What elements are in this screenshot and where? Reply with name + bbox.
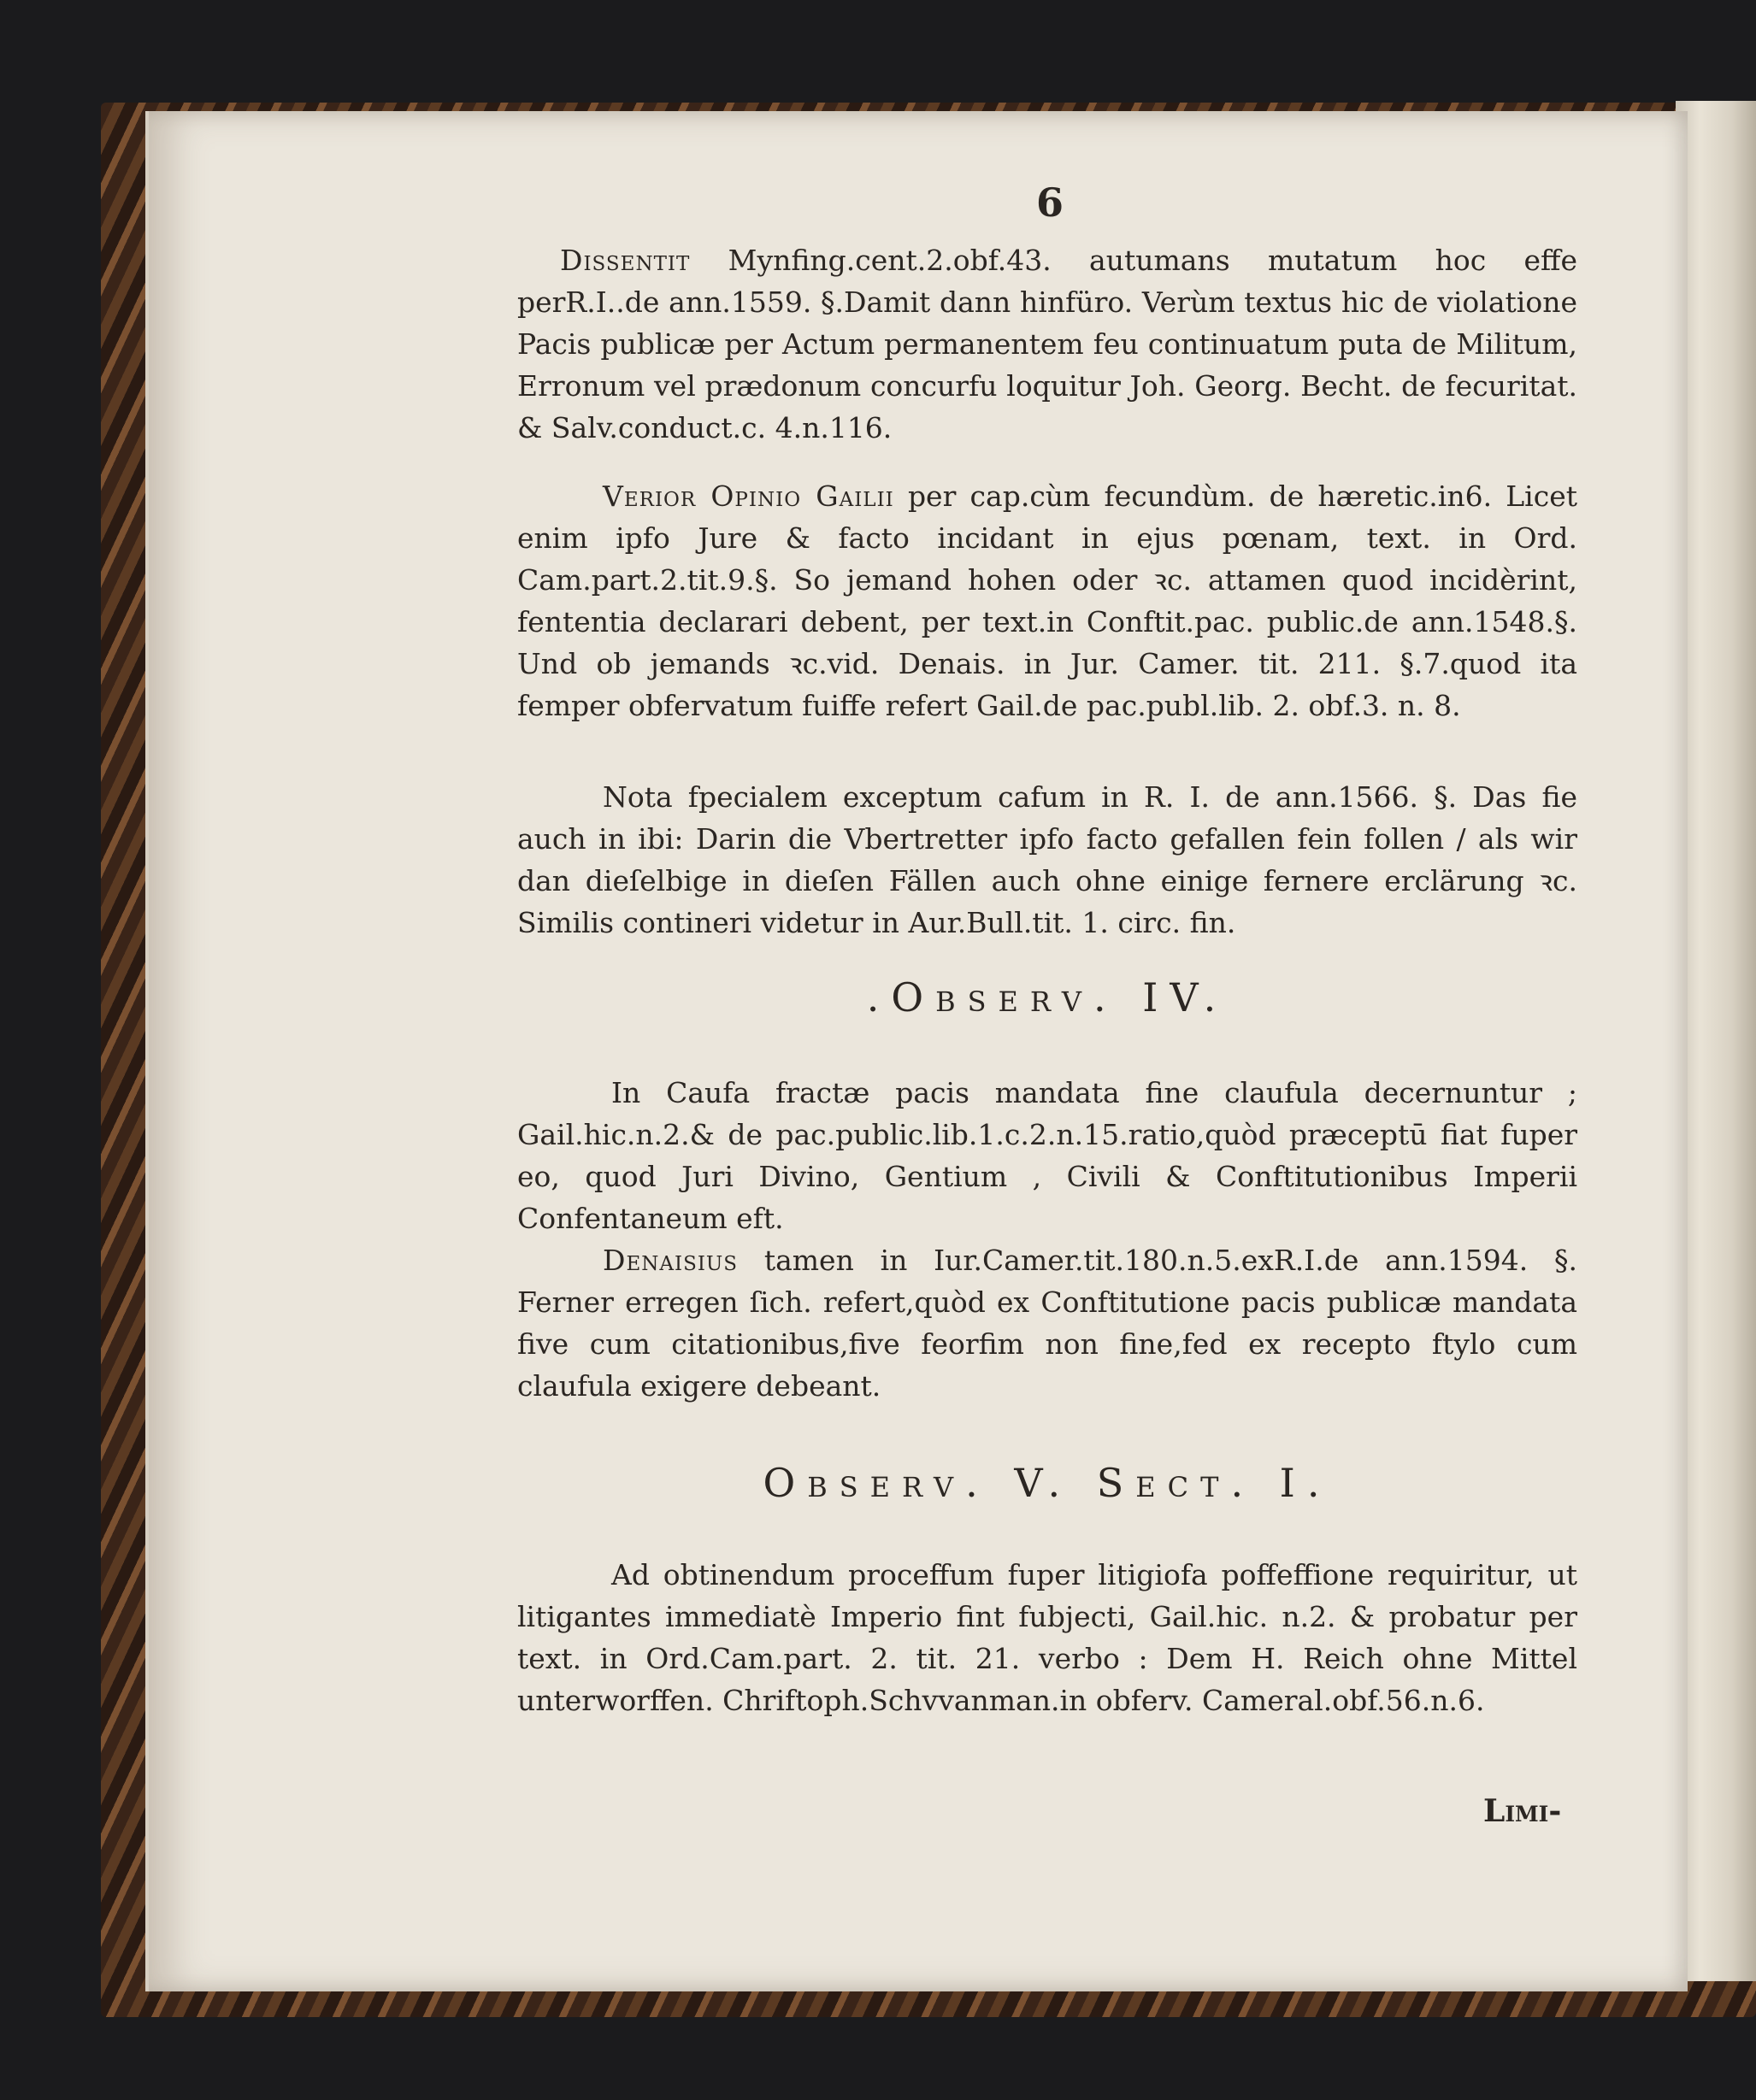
paragraph-text: In Caufa fractæ pacis mandata fine claufula decernuntur ; Gail.hic.n.2.& de pac.public.lib.1.c.2.n.15.ratio,quòd præceptū fiat fuper eo, quod Juri Divino, Gentium , Civili & Conftitutionibus Imperii Confentaneum eft. — [517, 1076, 1577, 1235]
paragraph-in-causa — [517, 1072, 1577, 1239]
paragraph-text: Ad obtinendum proceffum fuper litigiofa poffeffione requiritur, ut litigantes immediatè Imperio fint fubjecti, Gail.hic. n.2. & probatur per text. in Ord.Cam.part. 2. tit. 21. verbo : Dem H. Reich ohne Mittel unterworffen. Chriftoph.Schvvanman.in obferv. Cameral.obf.56.n.6. — [517, 1558, 1577, 1717]
paragraph-dissentit — [517, 239, 1577, 449]
page-number: 6 — [1035, 179, 1064, 226]
paragraph-lead: Dissentit — [560, 244, 691, 277]
paragraph-nota — [517, 776, 1577, 944]
paragraph-denaisius — [517, 1239, 1577, 1407]
heading-observ-4: .Observ. IV. — [866, 974, 1229, 1021]
paragraph-lead: Verior Opinio Gailii — [603, 479, 894, 513]
page-edges — [1676, 101, 1756, 1981]
catchword: Limi- — [1483, 1793, 1562, 1829]
paragraph-text: per cap.cùm fecundùm. de hæretic.in6. Licet enim ipfo Jure & facto incidant in ejus pœnam, text. in Ord. Cam.part.2.tit.9.§. So jemand hohen oder ꝛc. attamen quod incidèrint, fententia declarari debent, per text.in Conftit.pac. public.de ann.1548.§. Und ob jemands ꝛc.vid. Denais. in Jur. Camer. tit. 211. §.7.quod ita femper obfervatum fuiffe refert Gail.de pac.publ.lib. 2. obf.3. n. 8. — [517, 479, 1578, 722]
paragraph-text: Nota fpecialem exceptum cafum in R. I. de ann.1566. §. Das fie auch in ibi: Darin die Vbertretter ipfo facto gefallen fein follen / als wir dan dieſelbige in dieſen Fällen auch ohne einige fernere erclärung ꝛc. Similis contineri videtur in Aur.Bull.tit. 1. circ. fin. — [517, 780, 1577, 939]
paragraph-verior-opinio — [517, 475, 1577, 726]
paragraph-ad-obtinendum — [517, 1554, 1577, 1721]
heading-observ-5: Observ. V. Sect. I. — [763, 1460, 1332, 1506]
paragraph-text: Mynfing.cent.2.obf.43. autumans mutatum hoc effe perR.I..de ann.1559. §.Damit dann hinfüro. Verùm textus hic de violatione Pacis publicæ per Actum permanentem feu continuatum puta de Militum, Erronum vel prædonum concurfu loquitur Joh. Georg. Becht. de fecuritat. & Salv.conduct.c. 4.n.116. — [517, 244, 1577, 444]
paragraph-lead: Denaisius — [603, 1244, 739, 1277]
paragraph-text: tamen in Iur.Camer.tit.180.n.5.exR.I.de ann.1594. §. Ferner erregen ſich. refert,quòd ex Conftitutione pacis publicæ mandata five cum citationibus,five feorfim non fine,fed ex recepto ftylo cum claufula exigere debeant. — [517, 1244, 1577, 1403]
